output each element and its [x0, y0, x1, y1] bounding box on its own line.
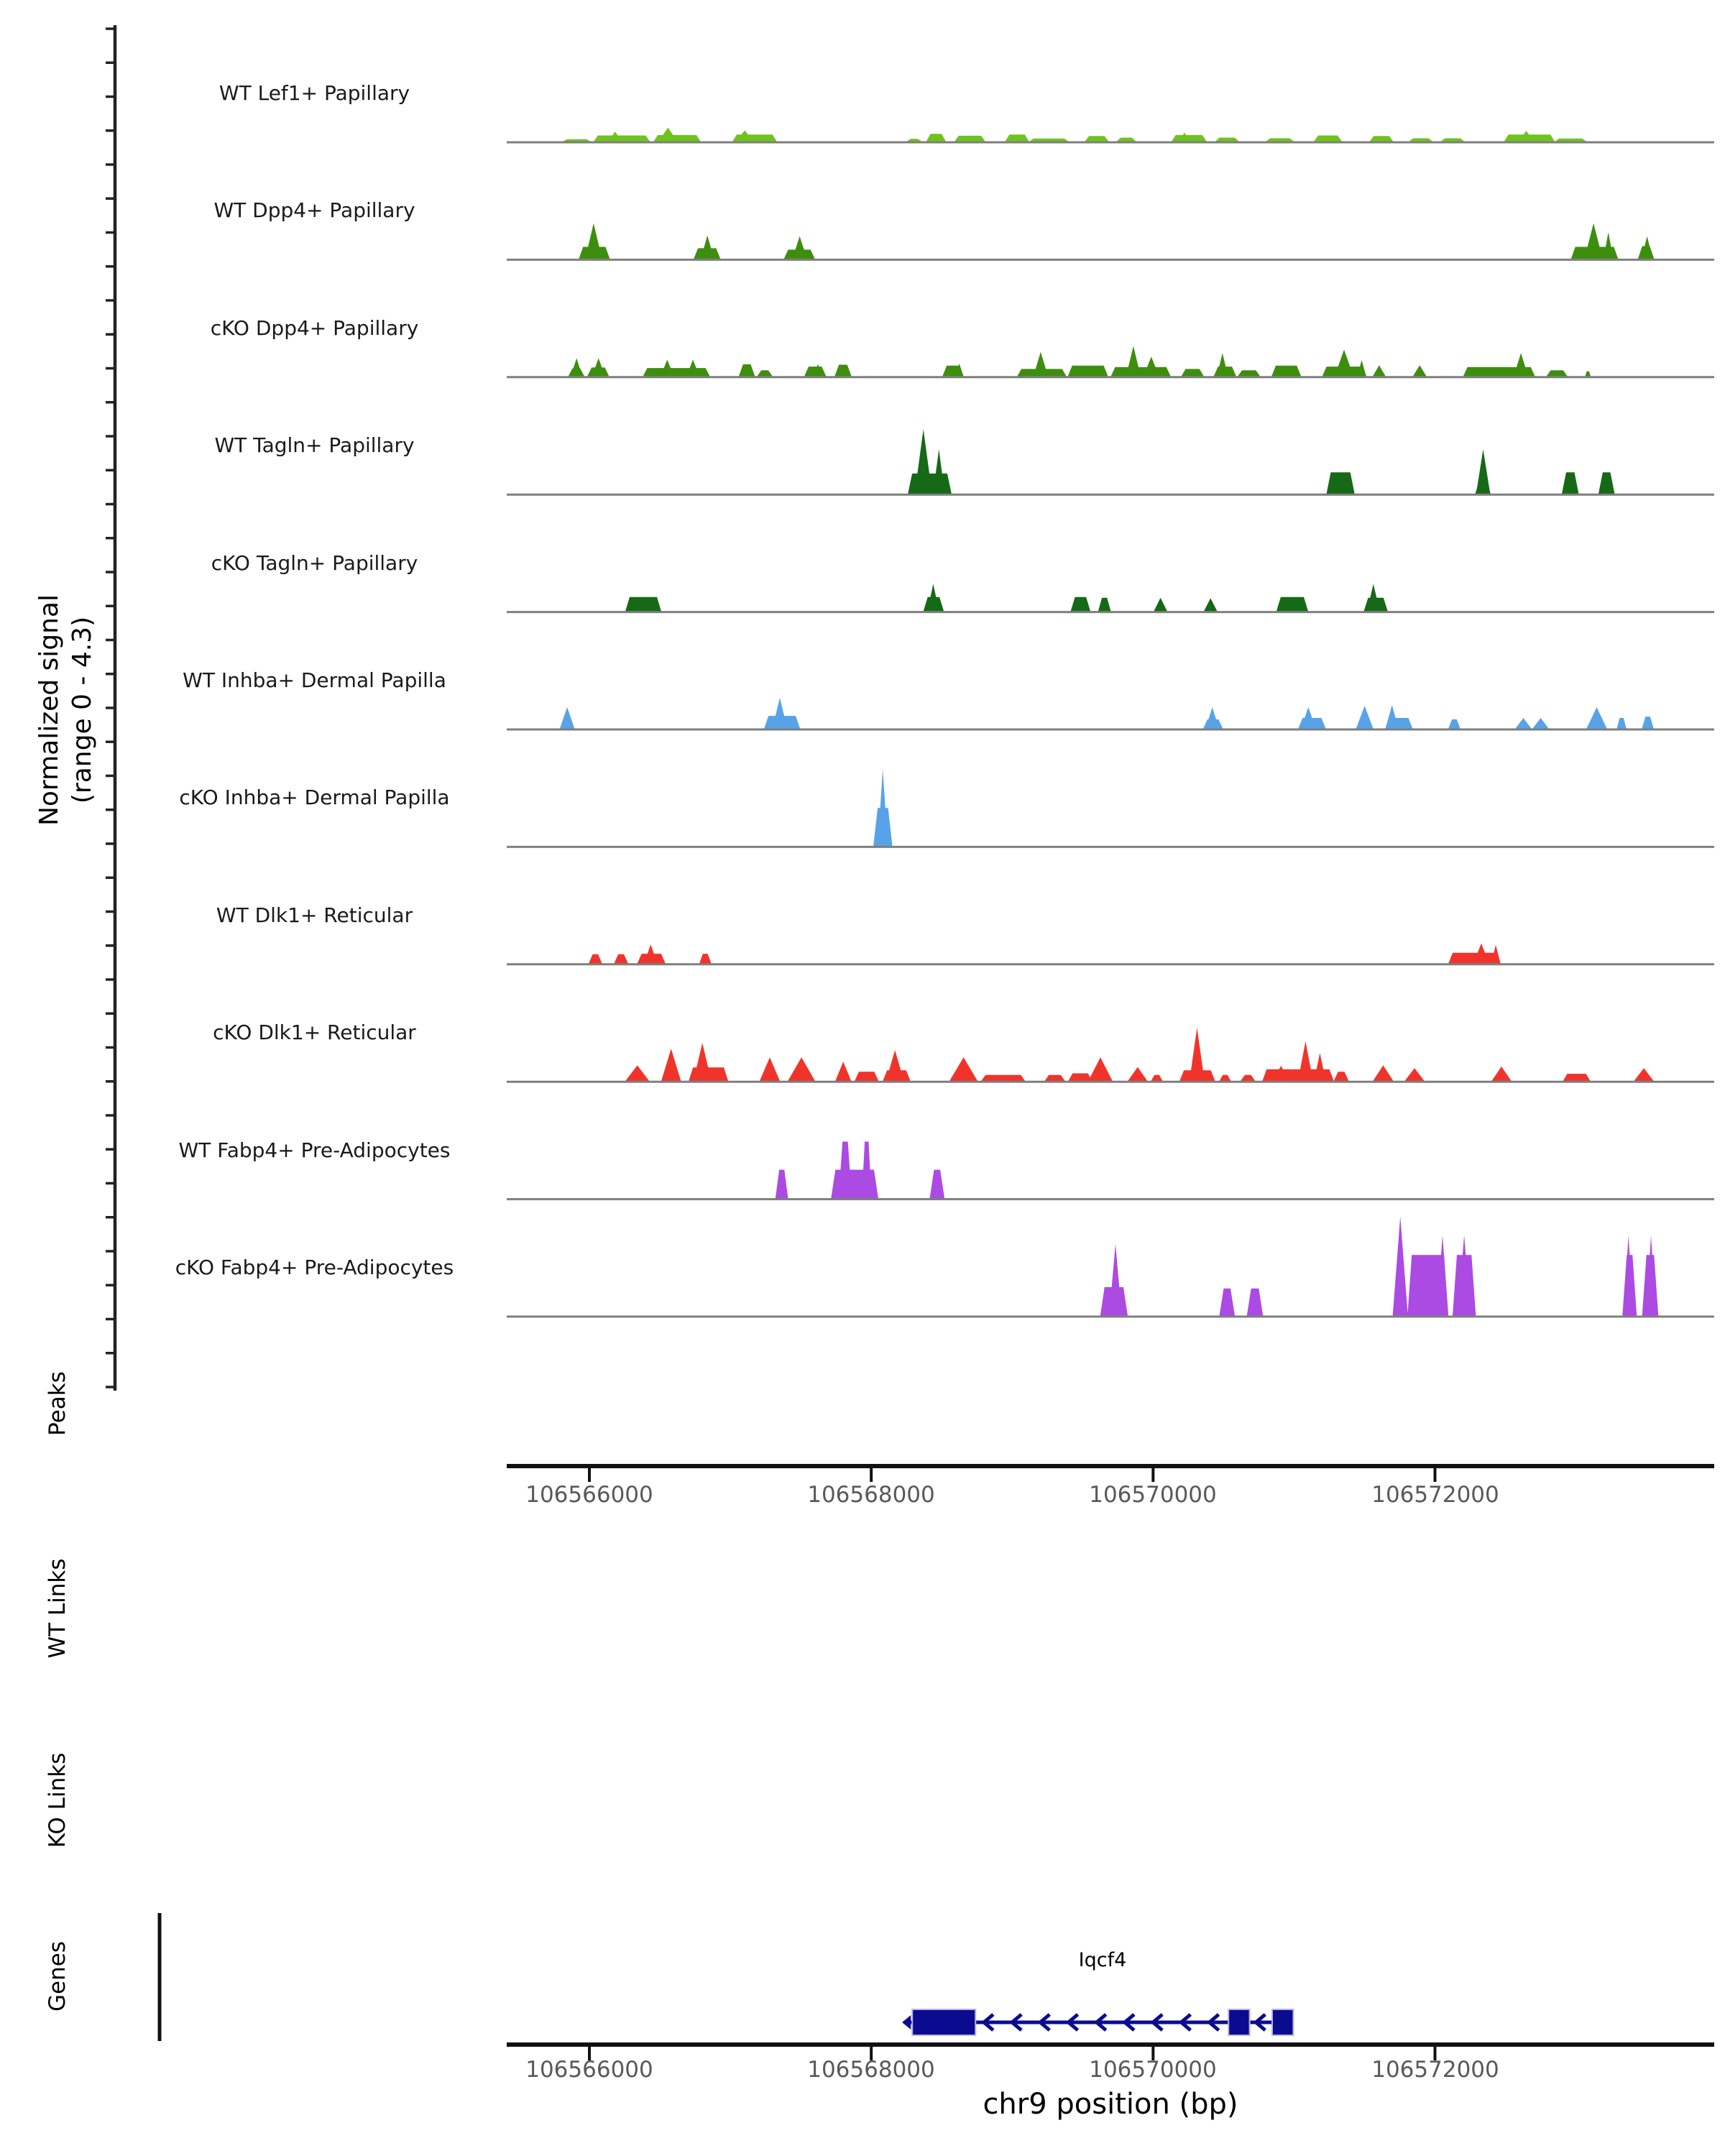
- track-signal-7: [507, 770, 1714, 847]
- y-axis-title: [33, 594, 99, 826]
- x-axis-title: chr9 position (bp): [983, 2088, 1238, 2121]
- panel-label-peaks: Peaks: [45, 1371, 70, 1436]
- axis2-tick-106566000: 106566000: [525, 2057, 653, 2083]
- y-axis-title-line2: (range 0 - 4.3): [68, 616, 97, 804]
- gene-model-iqcf4: [902, 2009, 1293, 2035]
- track-signal-6: [507, 698, 1714, 729]
- y-axis-ruler: [106, 25, 115, 1391]
- panel-label-ko-links: KO Links: [45, 1752, 70, 1848]
- track-label-cko-fabp4-pre-adipocytes: cKO Fabp4+ Pre-Adipocytes: [175, 1256, 454, 1279]
- track-signal-8: [507, 944, 1714, 964]
- axis2-tick-106572000: 106572000: [1371, 2057, 1499, 2083]
- track-label-cko-inhba-dermal-papilla: cKO Inhba+ Dermal Papilla: [179, 786, 450, 809]
- gene-name-label: Iqcf4: [1078, 1949, 1127, 1971]
- track-label-cko-tagln-papillary: cKO Tagln+ Papillary: [211, 551, 418, 575]
- track-signal-1: [507, 128, 1714, 143]
- track-label-wt-tagln-papillary: WT Tagln+ Papillary: [214, 433, 415, 457]
- track-signal-4: [507, 429, 1714, 494]
- track-label-cko-dlk1-reticular: cKO Dlk1+ Reticular: [213, 1021, 416, 1044]
- track-label-wt-inhba-dermal-papilla: WT Inhba+ Dermal Papilla: [183, 668, 446, 692]
- track-signal-5: [507, 584, 1714, 612]
- axis1-tick-106566000: 106566000: [525, 1482, 653, 1508]
- axis2-tick-106568000: 106568000: [807, 2057, 935, 2083]
- track-label-wt-dpp4-papillary: WT Dpp4+ Papillary: [213, 198, 415, 222]
- track-signal-3: [507, 346, 1714, 377]
- track-label-wt-lef1-papillary: WT Lef1+ Papillary: [218, 81, 410, 105]
- axis1-tick-106572000: 106572000: [1371, 1482, 1499, 1508]
- genome-axis-peaks: [507, 1466, 1714, 1482]
- axis1-tick-106570000: 106570000: [1089, 1482, 1217, 1508]
- track-label-wt-dlk1-reticular: WT Dlk1+ Reticular: [216, 903, 413, 927]
- track-signal-10: [507, 1142, 1714, 1199]
- track-label-cko-dpp4-papillary: cKO Dpp4+ Papillary: [210, 316, 419, 340]
- track-signal-9: [507, 1028, 1714, 1082]
- track-signal-11: [507, 1217, 1714, 1317]
- axis2-tick-106570000: 106570000: [1089, 2057, 1217, 2083]
- track-label-wt-fabp4-pre-adipocytes: WT Fabp4+ Pre-Adipocytes: [178, 1138, 451, 1162]
- track-signal-2: [507, 224, 1714, 260]
- panel-label-genes: Genes: [45, 1941, 70, 2012]
- axis1-tick-106568000: 106568000: [807, 1482, 935, 1508]
- y-axis-title-line1: Normalized signal: [34, 594, 64, 826]
- panel-label-wt-links: WT Links: [45, 1558, 70, 1659]
